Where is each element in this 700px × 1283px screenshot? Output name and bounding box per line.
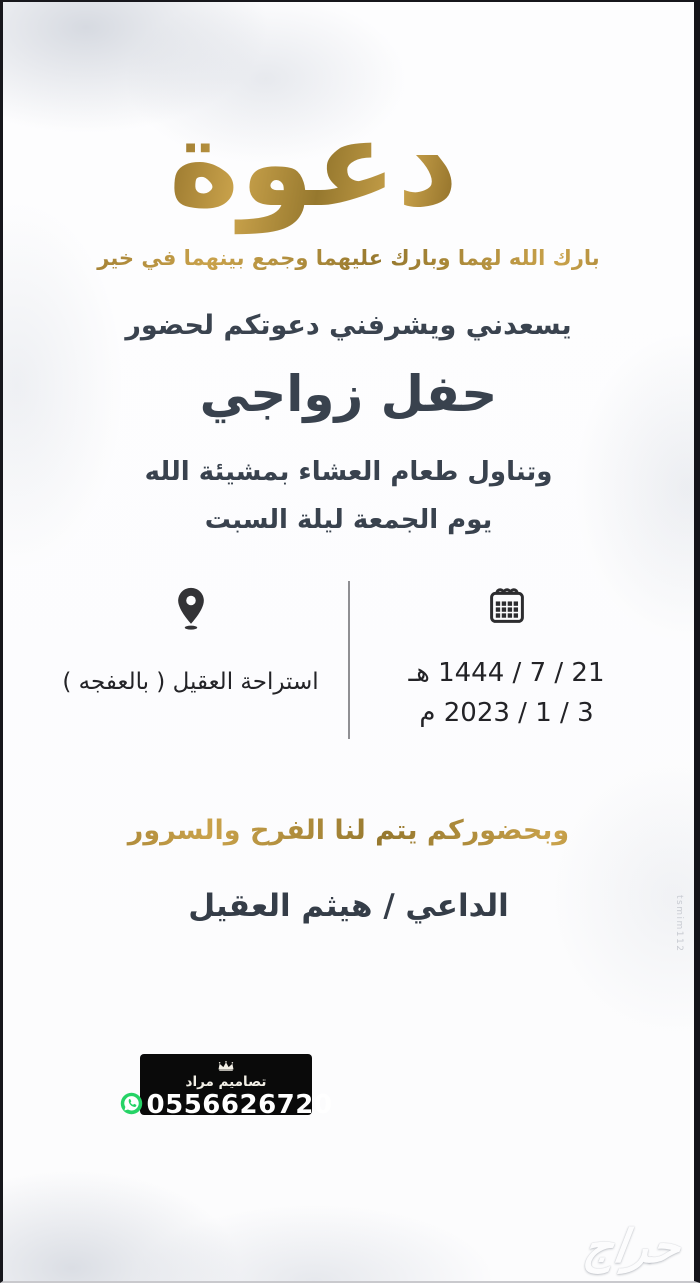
location-column xyxy=(46,581,336,739)
hijri-date: 21 / 7 / 1444 هـ xyxy=(408,658,605,688)
closing-calligraphy: وبحضوركم يتم لنا الفرح والسرور xyxy=(3,815,694,846)
event-title: حفل زواجي xyxy=(199,365,498,423)
intro-line: يسعدني ويشرفني دعوتكم لحضور xyxy=(125,310,572,341)
location-pin-icon xyxy=(169,585,213,635)
title-calligraphy xyxy=(3,2,694,240)
haraj-watermark: حراج xyxy=(579,1219,684,1273)
designer-banner xyxy=(140,1054,333,1120)
whatsapp-icon xyxy=(120,1092,143,1119)
side-watermark: tsmim112 xyxy=(674,895,684,953)
crown-icon xyxy=(217,1056,235,1075)
details-section xyxy=(3,581,694,739)
host-line: الداعي / هيثم العقيل xyxy=(188,888,509,924)
blessing-calligraphy: بارك الله لهما وبارك عليهما وجمع بينهما في خير xyxy=(3,246,694,270)
gregorian-date: 3 / 1 / 2023 م xyxy=(419,698,594,729)
details-divider xyxy=(348,581,350,739)
designer-brand: تصاميم مراد xyxy=(185,1074,267,1090)
location-name: استراحة العقيل ( بالعفجه ) xyxy=(62,669,319,695)
card-content xyxy=(3,2,694,1281)
day-line: يوم الجمعة ليلة السبت xyxy=(204,505,493,535)
date-lines xyxy=(409,653,605,734)
title-calligraphy-text: دعوة xyxy=(169,2,459,240)
designer-phone: 0556626720 xyxy=(146,1089,333,1120)
date-column xyxy=(362,581,652,739)
calendar-icon xyxy=(486,585,528,631)
dinner-line: وتناول طعام العشاء بمشيئة الله xyxy=(144,457,553,487)
designer-phone-row xyxy=(120,1091,333,1120)
